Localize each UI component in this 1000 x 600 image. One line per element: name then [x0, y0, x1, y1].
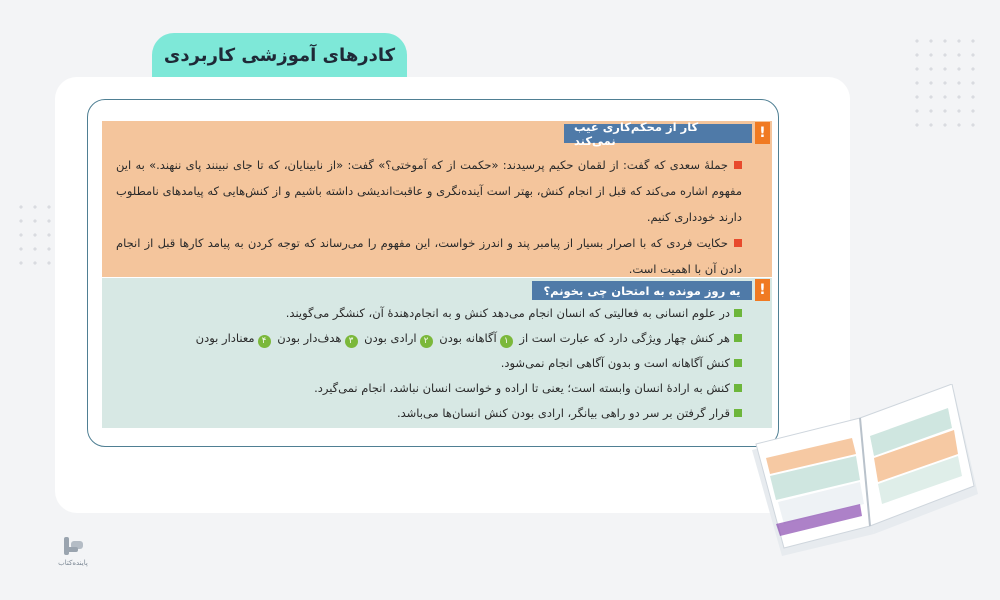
section-body — [116, 301, 742, 426]
section-header: یه روز مونده به امتحان چی بخونم؟ — [532, 281, 752, 300]
exclamation-icon: ! — [755, 122, 770, 144]
page-title: کادرهای آموزشی کاربردی — [163, 44, 396, 66]
bullet-square-icon — [734, 239, 742, 247]
list-item: کنش به ارادهٔ انسان وابسته است؛ یعنی تا اراده و خواست انسان نباشد، انجام نمی‌گیرد. — [116, 376, 742, 401]
textbook-frame — [87, 99, 779, 447]
book-illustration — [748, 384, 978, 556]
bullet-square-icon — [734, 309, 742, 317]
number-badge-icon: ۳ — [345, 335, 358, 348]
bullet-square-icon — [734, 409, 742, 417]
bullet-square-icon — [734, 384, 742, 392]
exclamation-icon: ! — [755, 279, 770, 301]
section-header: کار از محکم‌کاری عیب نمی‌کند — [564, 124, 752, 143]
section-exam-review — [102, 278, 772, 428]
number-badge-icon: ۲ — [420, 335, 433, 348]
decorative-dots — [910, 34, 980, 134]
bullet-square-icon — [734, 161, 742, 169]
list-item: در علوم انسانی به فعالیتی که انسان انجام می‌دهد کنش و به انجام‌دهندهٔ آن، کنشگر می‌گویند. — [116, 301, 742, 326]
list-item: قرار گرفتن بر سر دو راهی بیانگر، ارادی بودن کنش انسان‌ها می‌باشد. — [116, 401, 742, 426]
list-item — [116, 152, 742, 230]
list-item: هر کنش چهار ویژگی دارد که عبارت است از ۱آگاهانه بودن ۲ارادی بودن ۳هدف‌دار بودن ۴معنادار بودن — [116, 326, 742, 351]
bullet-text: جملهٔ سعدی که گفت: از لقمان حکیم پرسیدند: «حکمت از که آموختی؟» گفت: «از نابینایان، که تا جای نبینند پای ننهند.» به این مفهوم اشاره می‌کند که قبل از انجام کنش، بهتر است آینده‌نگری و عاقبت‌اندیشی داشته باشیم و از کنش‌هایی که پیامدهای نامطلوب دارند خودداری کنیم. — [116, 158, 742, 224]
number-badge-icon: ۴ — [258, 335, 271, 348]
bullet-text: حکایت فردی که با اصرار بسیار از پیامبر پند و اندرز خواست، این مفهوم را می‌رساند که توجه کردن به پیامد کارها قبل از انجام دادن آن با اهمیت است. — [116, 236, 742, 276]
section-tips — [102, 121, 772, 277]
number-badge-icon: ۱ — [500, 335, 513, 348]
brand-logo-icon — [58, 533, 88, 573]
page-title-tab — [152, 33, 407, 77]
list-item: کنش آگاهانه است و بدون آگاهی انجام نمی‌شود. — [116, 351, 742, 376]
bullet-square-icon — [734, 334, 742, 342]
brand-name: پاینده‌کتاب — [58, 559, 88, 567]
bullet-square-icon — [734, 359, 742, 367]
list-item — [116, 230, 742, 282]
section-body — [116, 152, 742, 282]
